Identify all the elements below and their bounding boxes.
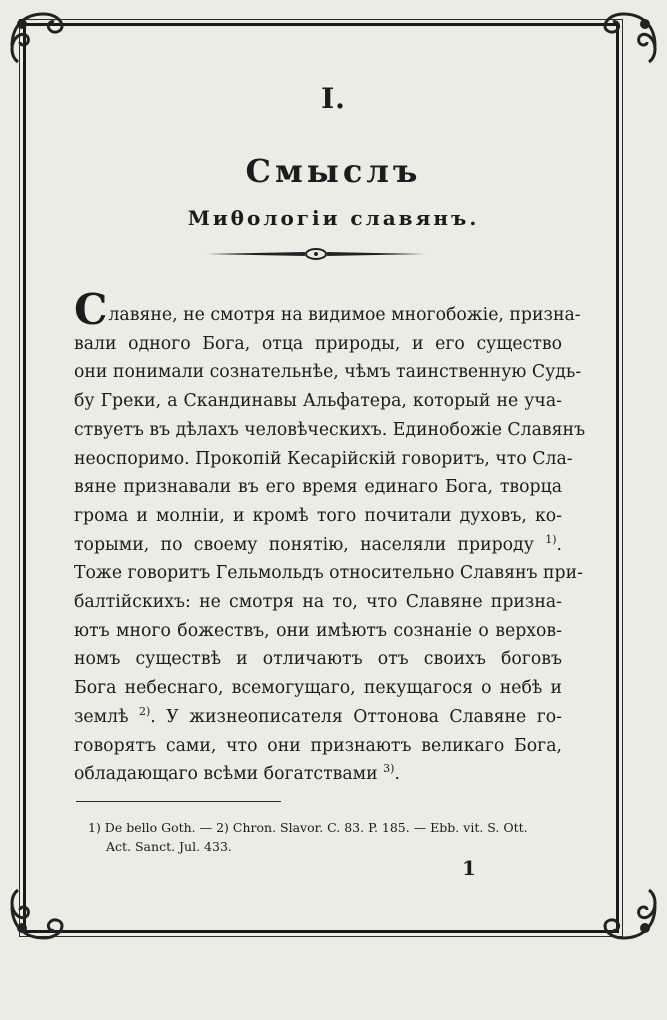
text-line: Тоже говоритъ Гельмольдъ относительно Славянъ при- xyxy=(74,563,583,584)
main-paragraph xyxy=(74,285,586,789)
text-line: обладающаго всѣми богатствами $^{3)}$. xyxy=(74,762,400,785)
text-line: вали одного Бога, отца природы, и его существо xyxy=(74,333,562,354)
text-line: Славяне, не смотря на видимое многобожіе, призна- xyxy=(74,285,581,334)
text-line: они понимали сознательнѣе, чѣмъ таинственную Судь- xyxy=(74,362,582,383)
footnotes xyxy=(88,818,568,856)
text-line: торыми, по своему понятію, населяли природу $^{1)}$. xyxy=(74,532,562,555)
text-line: балтійскихъ: не смотря на то, что Славяне призна- xyxy=(74,592,562,613)
text-line: Бога небеснаго, всемогущаго, пекущагося о небѣ и xyxy=(74,678,562,699)
text-line: неоспоримо. Прокопій Кесарійскій говоритъ, что Сла- xyxy=(74,448,573,469)
title-divider-ornament xyxy=(205,246,427,262)
text-line: бу Греки, а Скандинавы Альфатера, который не уча- xyxy=(74,391,562,412)
text-line: номъ существѣ и отличаютъ отъ своихъ боговъ xyxy=(74,649,562,670)
corner-ornament-top-right xyxy=(599,6,663,70)
corner-ornament-bottom-left xyxy=(4,882,68,946)
chapter-subtitle: Миθологіи славянъ. xyxy=(187,206,480,230)
corner-ornament-bottom-right xyxy=(599,882,663,946)
footnote-mark: 3) xyxy=(383,762,395,776)
page-number: 1 xyxy=(462,856,476,880)
text-line: ютъ много божествъ, они имѣютъ сознаніе о верхов- xyxy=(74,620,562,641)
chapter-title: Смыслъ xyxy=(245,152,422,190)
corner-ornament-top-left xyxy=(4,6,68,70)
text-line: вяне признавали въ его время единаго Бога, творца xyxy=(74,477,562,498)
footnote-mark: 2) xyxy=(138,705,151,719)
text-line: землѣ $^{2)}$. У жизнеописателя Оттонова Славяне го- xyxy=(74,705,562,727)
drop-cap: С xyxy=(74,285,108,334)
footnote-line: Act. Sanct. Jul. 433. xyxy=(106,839,232,854)
text-line: ствуетъ въ дѣлахъ человѣческихъ. Единобожіе Славянъ xyxy=(74,419,586,440)
footnote-mark: 1) xyxy=(545,532,557,546)
footnote-separator xyxy=(76,801,281,802)
text-line: говорятъ сами, что они признаютъ великаго Бога, xyxy=(74,735,562,756)
text-line: грома и молніи, и кромѣ того почитали духовъ, ко- xyxy=(74,505,562,526)
chapter-number: I. xyxy=(321,82,346,115)
footnote-line: 1) De bello Goth. — 2) Chron. Slavor. C. 83. P. 185. — Ebb. vit. S. Ott. xyxy=(88,820,528,835)
